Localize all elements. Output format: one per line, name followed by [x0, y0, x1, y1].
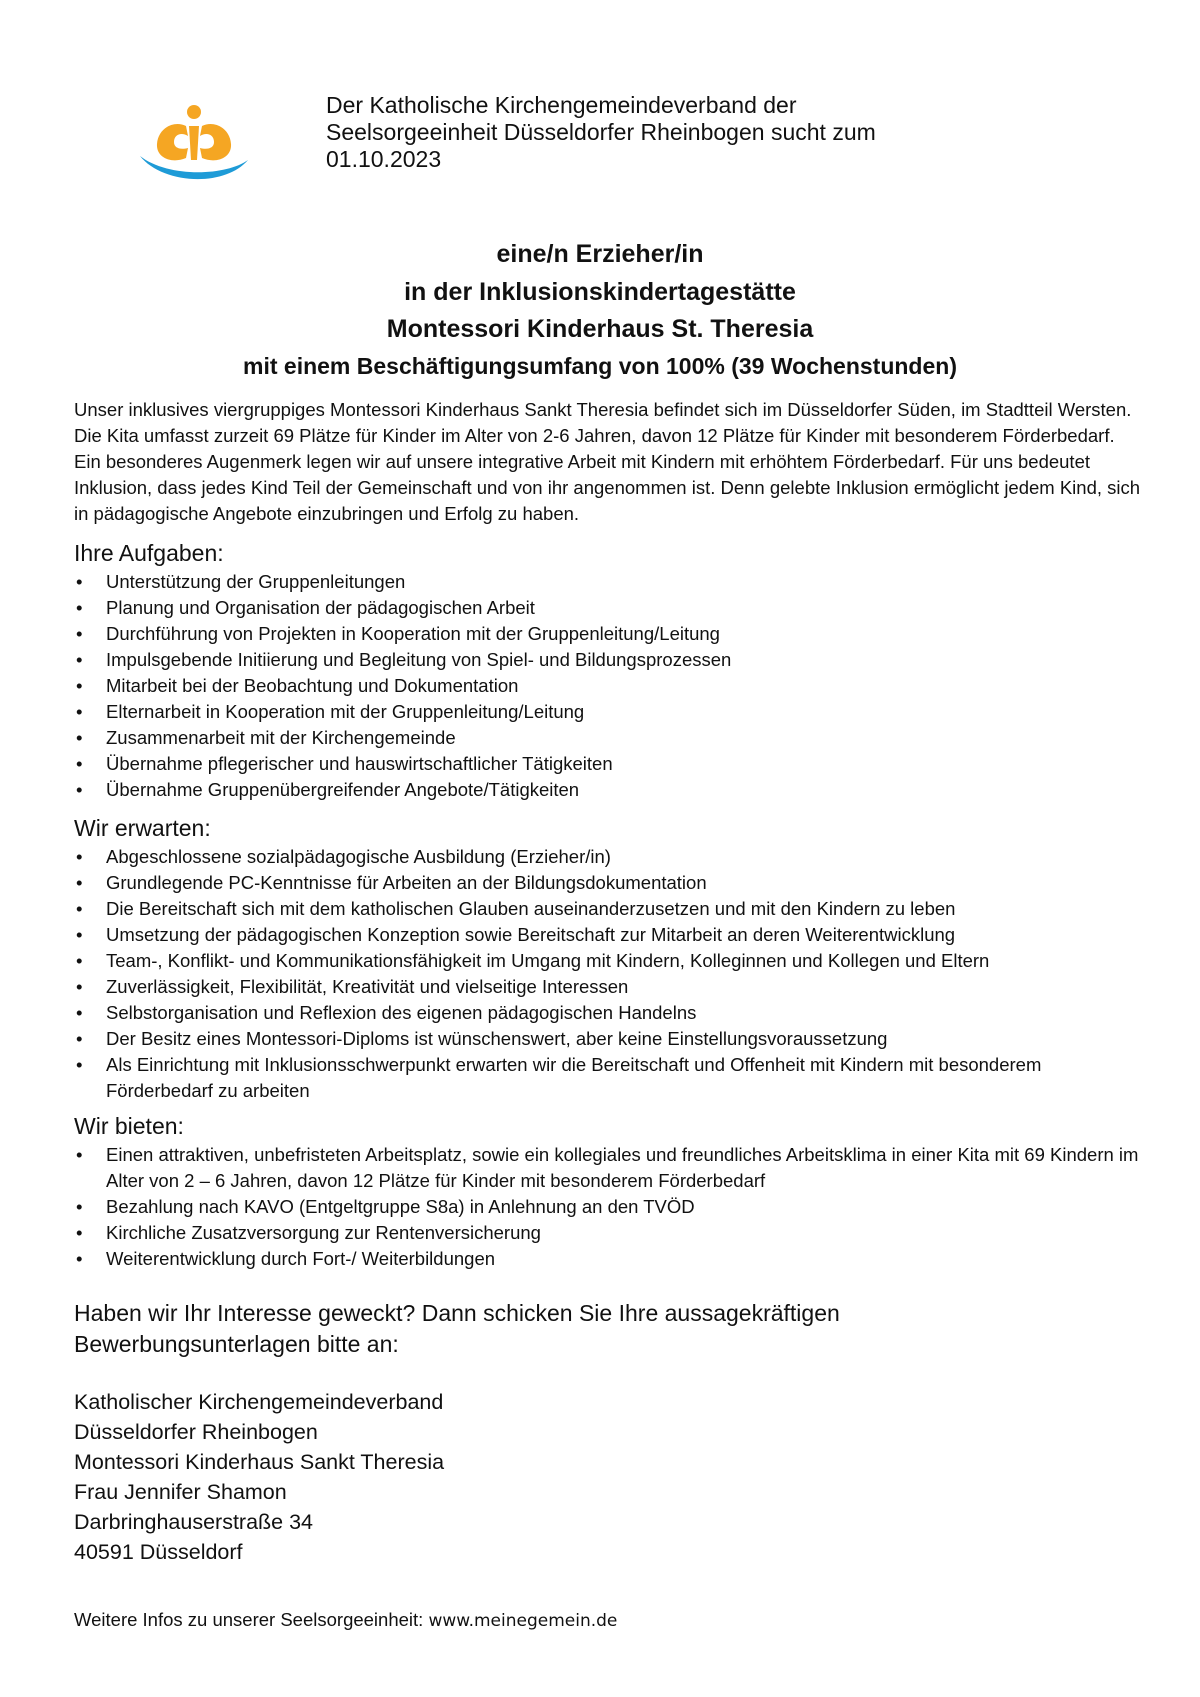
list-item: • Elternarbeit in Kooperation mit der Gruppenleitung/Leitung [74, 699, 1144, 725]
address-line: Darbringhauserstraße 34 [74, 1510, 314, 1534]
description-paragraph: Unser inklusives viergruppiges Montessori Kinderhaus Sankt Theresia befindet sich im Düsseldorfer Süden, im Stadtteil Wersten. Die Kita umfasst zurzeit 69 Plätze für Kinder im Alter von 2-6 Jahren, davon 12 Plätze für Kinder mit besonderem Förderbedarf. Ein besonderes Augenmerk legen wir auf unsere integrative Arbeit mit Kindern mit erhöhtem Förderbedarf. Für uns bedeutet Inklusion, dass jedes Kind Teil der Gemeinschaft und von ihr angenommen ist. Denn gelebte Inklusion ermöglicht jedem Kind, sich in pädagogische Angebote einzubringen und Erfolg zu haben. [74, 399, 1141, 524]
list-item: • Als Einrichtung mit Inklusionsschwerpunkt erwarten wir die Bereitschaft und Offenheit mit Kindern mit besonderem Förderbedarf zu arbeiten [74, 1052, 1144, 1104]
job-title: eine/n Erzieher/in [496, 240, 704, 268]
job-title-scope: mit einem Beschäftigungsumfang von 100% (39 Wochenstunden) [243, 352, 957, 379]
list-item: • Bezahlung nach KAVO (Entgeltgruppe S8a) in Anlehnung an den TVÖD [74, 1194, 1144, 1220]
address-line: Düsseldorfer Rheinbogen [74, 1420, 318, 1444]
section-heading-bieten: Wir bieten: [74, 1113, 184, 1139]
application-call-line: Bewerbungsunterlagen bitte an: [74, 1331, 399, 1357]
list-item: • Impulsgebende Initiierung und Begleitung von Spiel- und Bildungsprozessen [74, 647, 1144, 673]
list-item: • Kirchliche Zusatzversorgung zur Rentenversicherung [74, 1220, 1144, 1246]
list-item: • Zuverlässigkeit, Flexibilität, Kreativität und vielseitige Interessen [74, 974, 1144, 1000]
aufgaben-list [74, 569, 1144, 803]
list-item: • Weiterentwicklung durch Fort-/ Weiterbildungen [74, 1246, 1144, 1272]
list-item: • Die Bereitschaft sich mit dem katholischen Glauben auseinanderzusetzen und mit den Kindern zu leben [74, 896, 1144, 922]
list-item: • Grundlegende PC-Kenntnisse für Arbeiten an der Bildungsdokumentation [74, 870, 1144, 896]
list-item: • Planung und Organisation der pädagogischen Arbeit [74, 595, 1144, 621]
list-item: • Der Besitz eines Montessori-Diploms ist wünschenswert, aber keine Einstellungsvoraussetzung [74, 1026, 1144, 1052]
intro-text [326, 92, 976, 173]
contact-address [74, 1387, 1144, 1567]
list-item: • Team-, Konflikt- und Kommunikationsfähigkeit im Umgang mit Kindern, Kolleginnen und Kollegen und Eltern [74, 948, 1144, 974]
list-item: • Einen attraktiven, unbefristeten Arbeitsplatz, sowie ein kollegiales und freundliches Arbeitsklima in einer Kita mit 69 Kindern im Alter von 2 – 6 Jahren, davon 12 Plätze für Kinder mit besonderem Förderbedarf [74, 1142, 1144, 1194]
address-line: 40591 Düsseldorf [74, 1540, 243, 1564]
website-link[interactable]: www.meinegemein.de [428, 1611, 618, 1631]
church-logo-icon [138, 104, 250, 186]
application-call [74, 1298, 1144, 1360]
address-line: Frau Jennifer Shamon [74, 1480, 287, 1504]
list-item: • Umsetzung der pädagogischen Konzeption sowie Bereitschaft zur Mitarbeit an deren Weiterentwicklung [74, 922, 1144, 948]
intro-line: 01.10.2023 [326, 146, 442, 172]
address-line: Montessori Kinderhaus Sankt Theresia [74, 1450, 445, 1474]
list-item: • Zusammenarbeit mit der Kirchengemeinde [74, 725, 1144, 751]
angebote-list [74, 1142, 1144, 1272]
main-content [74, 397, 1144, 1567]
section-heading-aufgaben: Ihre Aufgaben: [74, 540, 224, 566]
footer [74, 1608, 617, 1633]
list-item: • Abgeschlossene sozialpädagogische Ausbildung (Erzieher/in) [74, 844, 1144, 870]
list-item: • Unterstützung der Gruppenleitungen [74, 569, 1144, 595]
list-item: • Selbstorganisation und Reflexion des eigenen pädagogischen Handelns [74, 1000, 1144, 1026]
section-heading-erwarten: Wir erwarten: [74, 815, 211, 841]
job-title-block [0, 236, 1200, 383]
list-item: • Übernahme pflegerischer und hauswirtschaftlicher Tätigkeiten [74, 751, 1144, 777]
job-title-facility-type: in der Inklusionskindertagestätte [404, 277, 796, 306]
erwartungen-list [74, 844, 1144, 1104]
footer-label: Weitere Infos zu unserer Seelsorgeeinheit: [74, 1609, 429, 1630]
list-item: • Durchführung von Projekten in Kooperation mit der Gruppenleitung/Leitung [74, 621, 1144, 647]
intro-line: Der Katholische Kirchengemeindeverband der [326, 92, 797, 118]
list-item: • Übernahme Gruppenübergreifender Angebote/Tätigkeiten [74, 777, 1144, 803]
list-item: • Mitarbeit bei der Beobachtung und Dokumentation [74, 673, 1144, 699]
address-line: Katholischer Kirchengemeindeverband [74, 1390, 444, 1414]
intro-line: Seelsorgeeinheit Düsseldorfer Rheinbogen sucht zum [326, 119, 876, 145]
job-title-facility-name: Montessori Kinderhaus St. Theresia [386, 315, 814, 343]
application-call-line: Haben wir Ihr Interesse geweckt? Dann schicken Sie Ihre aussagekräftigen [74, 1300, 840, 1326]
